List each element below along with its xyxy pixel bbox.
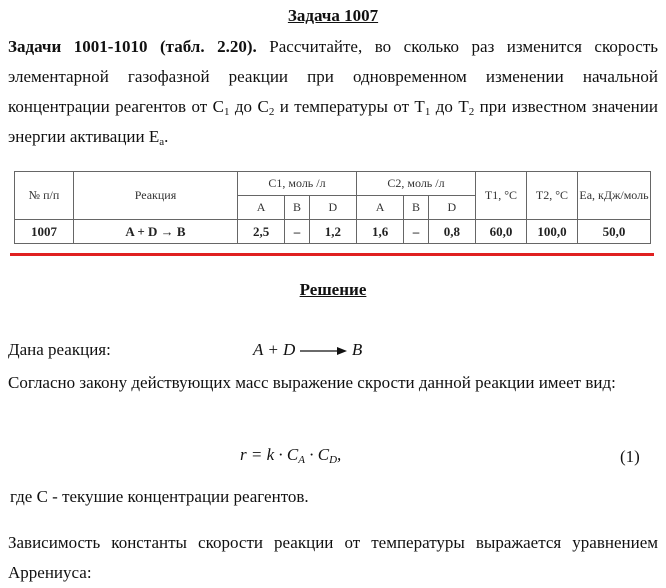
problem-text: до C	[229, 97, 269, 116]
cell-num: 1007	[15, 220, 74, 244]
sub: D	[329, 454, 338, 466]
cell-ea: 50,0	[578, 220, 651, 244]
header-t2: T2, °C	[527, 172, 578, 220]
cell-c1-d: 1,2	[309, 220, 356, 244]
equation-part: · C	[304, 445, 330, 464]
arrow-icon	[300, 345, 348, 357]
subheader-b: B	[404, 196, 429, 220]
problem-range: Задачи 1001-1010 (табл. 2.20).	[8, 37, 257, 56]
cell-c1-b: –	[285, 220, 310, 244]
red-underline	[10, 253, 654, 256]
problem-statement	[8, 32, 658, 152]
sub: 2	[468, 106, 475, 118]
solution-title: Решение	[299, 280, 367, 299]
problem-text: до T	[430, 97, 469, 116]
cell-c2-b: –	[404, 220, 429, 244]
subheader-d: D	[428, 196, 475, 220]
header-c1: C1, моль /л	[238, 172, 357, 196]
subheader-d: D	[309, 196, 356, 220]
equation-number: (1)	[620, 447, 640, 466]
sub: 1	[424, 106, 431, 118]
table-row	[15, 220, 651, 244]
header-ea: Ea, кДж/моль	[578, 172, 651, 220]
cell-c1-a: 2,5	[238, 220, 285, 244]
header-num: № п/п	[15, 172, 74, 220]
law-text: Согласно закону действующих масс выражение скрости данной реакции имеет вид:	[8, 373, 616, 392]
given-label: Дана реакция:	[8, 340, 111, 359]
header-c2: C2, моль /л	[356, 172, 475, 196]
sub: 1	[223, 106, 230, 118]
where-text: где С - текушие концентрации реагентов.	[10, 487, 309, 506]
subheader-a: A	[356, 196, 403, 220]
sub: A	[298, 454, 305, 466]
reaction-right: B	[351, 340, 363, 359]
problem-text: при известном значении энергии активации E	[8, 97, 658, 146]
problem-text: Рассчитайте, во сколько раз изменится скорость элементарной газофазной реакции при одновременном изменении начальной концентрации реагентов от C	[8, 37, 658, 116]
rate-equation	[240, 445, 341, 465]
equation-part: ,	[337, 445, 342, 464]
data-table	[14, 171, 651, 244]
reaction-left: A + D	[253, 340, 296, 359]
reaction-equation	[253, 340, 362, 360]
cell-t2: 100,0	[527, 220, 578, 244]
equation-part: r = k · C	[240, 445, 299, 464]
cell-c2-d: 0,8	[428, 220, 475, 244]
sub: a	[159, 136, 165, 148]
arrhenius-text: Зависимость константы скорости реакции от температуры выражается уравнением Аррениуса:	[8, 533, 658, 582]
problem-text: .	[164, 127, 169, 146]
subheader-a: A	[238, 196, 285, 220]
problem-text: и температуры от T	[274, 97, 425, 116]
subheader-b: B	[285, 196, 310, 220]
header-reaction: Реакция	[74, 172, 238, 220]
page-title: Задача 1007	[287, 6, 379, 25]
cell-t1: 60,0	[476, 220, 527, 244]
header-t1: T1, °C	[476, 172, 527, 220]
cell-c2-a: 1,6	[356, 220, 403, 244]
cell-reaction: A + D → B	[74, 220, 238, 244]
sub: 2	[268, 106, 275, 118]
